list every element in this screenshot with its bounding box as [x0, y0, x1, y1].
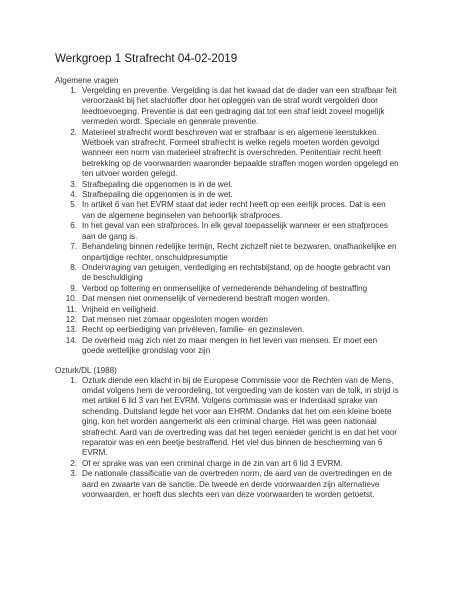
- list-item: [55, 336, 444, 357]
- list-item: [55, 221, 444, 242]
- list-item-text-line: Ondervraging van getuigen, verdediging en rechtsbijstand, op de hoogte gebracht van: [82, 262, 391, 272]
- list-item: [55, 86, 444, 128]
- list-item-number: 14.: [65, 335, 77, 345]
- list-item-text-line: In het geval van een strafproces. In elk geval toepasselijk wanneer er een strafproces: [82, 221, 388, 231]
- list-item-number: 9.: [70, 283, 77, 293]
- list-item-text-line: de beschuldiging: [82, 273, 143, 283]
- list-item-text-line: Materieel strafrecht wordt beschreven wat er strafbaar is en algemene leerstukken.: [82, 127, 379, 137]
- list-item-number: 1.: [70, 86, 77, 95]
- list-item-text-line: Recht op eerbiediging van privéleven, familie- en gezinsleven.: [82, 325, 305, 335]
- list-item-text-line: wanneer een norm van materieel strafrecht is overschreden. Penitentiair recht heeft: [82, 148, 382, 158]
- list-item-text-line: De overheid mag zich niet zo maar mengen in het leven van mensen. Er moet een: [82, 335, 378, 345]
- list-item-text-line: reparatoir was en een beetje bestraffend. Het viel dus binnen de bescherming van 6: [82, 438, 383, 447]
- list-item-number: 7.: [70, 242, 77, 252]
- list-item: [55, 128, 444, 180]
- list-item-text-line: veroorzaakt bij het slachtoffer door het opleggen van de straf wordt vergolden door: [82, 96, 378, 106]
- numbered-list: [55, 376, 444, 501]
- list-item-text-line: Behandeling binnen redelijke termijn, Recht zichzelf niet te bezwaren, onafhankelijke en: [82, 242, 397, 252]
- list-item-text-line: aard en zwaarte van de sanctie. De tweede en derde voorwaarden zijn alternatieve: [82, 479, 380, 489]
- list-item: [55, 315, 444, 325]
- list-item-text-line: omdat volgens hem de veroordeling, tot vergoeding van de kosten van de tolk, in strijd is: [82, 385, 399, 395]
- list-item: [55, 305, 444, 315]
- list-item-text-line: vermeden wordt. Speciale en generale preventie.: [82, 117, 259, 127]
- list-item-text-line: EVRM.: [82, 448, 108, 458]
- list-item-text-line: Dat mensen niet onmenselijk of vernederend bestraft mogen worden.: [82, 294, 330, 304]
- list-item-text-line: Verbod op foltering en onmenselijke of vernederende behandeling of bestraffing: [82, 283, 368, 293]
- list-item-text-line: aan de gang is.: [82, 231, 138, 241]
- list-item-number: 12.: [65, 314, 77, 324]
- list-item-text-line: Vergelding en preventie. Vergelding is dat het kwaad dat de dader van een strafbaar feit: [82, 86, 397, 95]
- list-item-number: 8.: [70, 262, 77, 272]
- list-item-number: 3.: [70, 469, 77, 479]
- list-item: [55, 180, 444, 190]
- list-item-text-line: In artikel 6 van het EVRM staat dat ieder recht heeft op een eerlijk proces. Dat is een: [82, 200, 386, 210]
- list-item-text-line: Ozturk diende een klacht in bij de Europese Commissie voor de Rechten van de Mens,: [82, 375, 394, 385]
- list-item: [55, 190, 444, 200]
- list-item-number: 1.: [70, 375, 77, 385]
- list-item-text-line: Dat mensen niet zomaar opgesloten mogen worden: [82, 314, 268, 324]
- list-item: [55, 459, 444, 469]
- list-item-text-line: goede wettelijke grondslag voor zijn: [82, 346, 211, 356]
- list-item-number: 6.: [70, 221, 77, 231]
- list-item: [55, 284, 444, 294]
- list-item-number: 13.: [65, 325, 77, 335]
- list-item-text-line: Strafbepaling die opgenomen is in de wet.: [82, 179, 233, 189]
- list-item-number: 5.: [70, 200, 77, 210]
- list-item: [55, 469, 444, 500]
- list-item-text-line: leedtoevoeging. Preventie is dat een gedraging dat tot een straf leidt zoveel mogelijk: [82, 106, 385, 116]
- list-item-text-line: onpartijdige rechter, onschuldpresumptie: [82, 252, 228, 262]
- list-item-number: 2.: [70, 458, 77, 468]
- list-item: [55, 242, 444, 263]
- list-item-text-line: De nationale classificatie van de overtreden norm, de aard van de overtredingen en de: [82, 469, 393, 479]
- list-item-text-line: ten uitvoer worden gelegd.: [82, 169, 178, 179]
- document-title: Werkgroep 1 Strafrecht 04-02-2019: [55, 52, 238, 65]
- numbered-list: [55, 86, 444, 357]
- list-item-text-line: ging, kon het worden aangemerkt als een criminal charge. Het was geen nationaal: [82, 417, 377, 427]
- list-item-text-line: Strafbepaling die opgenomen is in de wet.: [82, 190, 233, 200]
- section-heading: Algemene vragen: [55, 76, 119, 85]
- section-heading: Ozturk/DL (1988): [55, 365, 117, 375]
- list-item-number: 11.: [66, 304, 77, 314]
- list-item-number: 10.: [65, 294, 77, 304]
- list-item-text-line: schending. Duitsland legde het voor aan EHRM. Ondanks dat het om een kleine boete: [82, 406, 392, 416]
- list-item-number: 2.: [70, 127, 77, 137]
- list-item-text-line: Of er sprake was van een criminal charge in de zin van art 6 lid 3 EVRM.: [82, 458, 343, 468]
- list-item-number: 3.: [70, 179, 77, 189]
- list-item-number: 4.: [70, 190, 77, 200]
- list-item-text-line: betrekking op de voorwaarden waaronder bepaalde straffen mogen worden opgelegd en: [82, 158, 399, 168]
- list-item-text-line: strafrecht. Aard van de overtreding was dat het tegen eenieder gericht is en dat het voor: [82, 427, 397, 437]
- list-item: [55, 325, 444, 335]
- list-item: [55, 263, 444, 284]
- section-algemene-vragen: [55, 76, 444, 357]
- list-item-text-line: van de algemene beginselen van behoorlijk strafproces.: [82, 210, 283, 220]
- list-item-text-line: met artikel 6 lid 3 van het EVRM. Volgens commissie was er inderdaad sprake van: [82, 396, 378, 406]
- list-item: [55, 376, 444, 459]
- section-ozturk: [55, 366, 444, 501]
- list-item-text-line: Vrijheid en veiligheid.: [82, 304, 159, 314]
- list-item: [55, 294, 444, 304]
- list-item-text-line: voorwaarden, er hoeft dus slechts een van deze voorwaarden te worden getoetst.: [82, 490, 375, 500]
- list-item: [55, 200, 444, 221]
- list-item-text-line: Wetboek van strafrecht. Formeel strafrecht is welke regels moeten worden gevolgd: [82, 138, 380, 148]
